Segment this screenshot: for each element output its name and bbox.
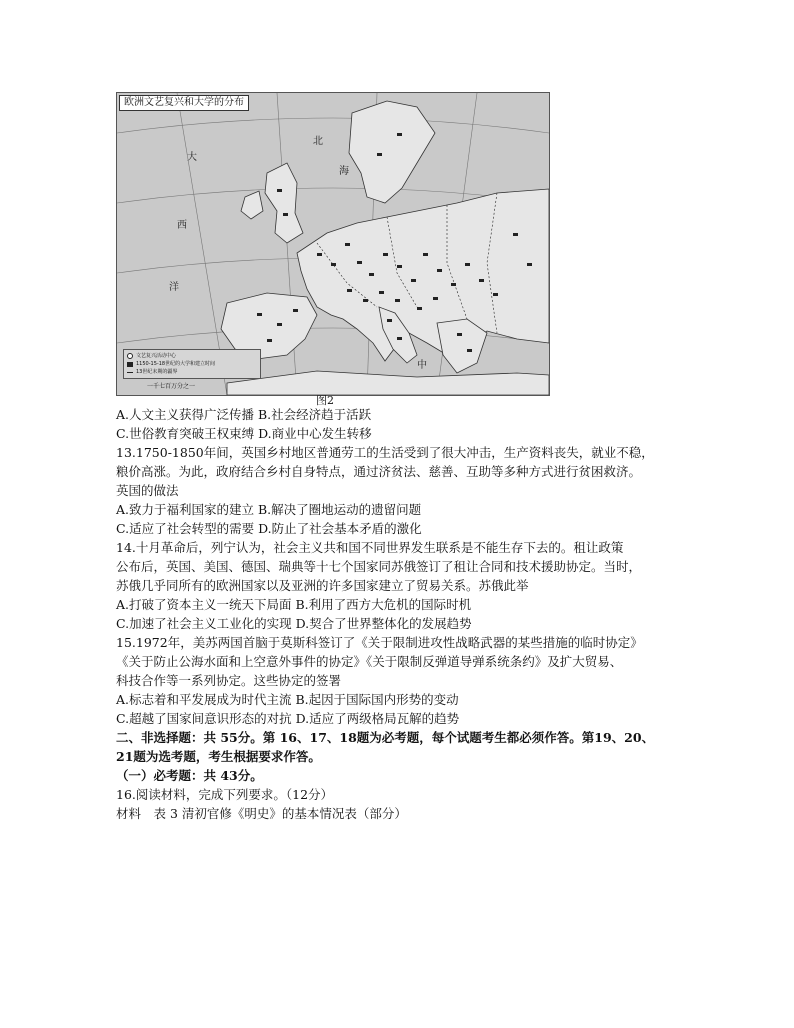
- sea-label: 中: [417, 360, 427, 371]
- legend-label: 1150-15-18世纪的大学和建立时间: [136, 361, 216, 367]
- q14-stem-line-1: 14.十月革命后，列宁认为，社会主义共和国不同世界发生联系是不能生存下去的。租让政策: [116, 540, 624, 555]
- q12-options-cd: C.世俗教育突破王权束缚 D.商业中心发生转移: [116, 426, 372, 441]
- q14-stem-line-3: 苏俄几乎同所有的欧洲国家以及亚洲的许多国家建立了贸易关系。苏俄此举: [116, 578, 529, 593]
- legend-row: [127, 352, 257, 360]
- q15-options-ab: A.标志着和平发展成为时代主流 B.起因于国际国内形势的变动: [116, 692, 459, 707]
- renaissance-center-symbol: [127, 353, 133, 359]
- map-scale: 一千七百万分之一: [147, 383, 196, 390]
- q13-options-cd: C.适应了社会转型的需要 D.防止了社会基本矛盾的激化: [116, 521, 422, 536]
- q14-options-cd: C.加速了社会主义工业化的实现 D.契合了世界整体化的发展趋势: [116, 616, 472, 631]
- q13-stem-line-3: 英国的做法: [116, 483, 179, 498]
- q13-stem-line-1: 13.1750-1850年间，英国乡村地区普通劳工的生活受到了很大冲击，生产资料丧失，就业不稳，: [116, 445, 654, 460]
- university-symbol: [127, 362, 133, 367]
- q15-stem-line-1: 15.1972年，美苏两国首脑于莫斯科签订了《关于限制进攻性战略武器的某些措施的临时协定》: [116, 635, 643, 650]
- q13-options-ab: A.致力于福利国家的建立 B.解决了圈地运动的遗留问题: [116, 502, 422, 517]
- europe-map-figure: [116, 92, 550, 396]
- section-two-heading-line-1: 二、非选择题：共 55分。第 16、17、18题为必考题，每个试题考生都必须作答。第19、20、: [116, 730, 655, 745]
- q14-options-ab: A.打破了资本主义一统天下局面 B.利用了西方大危机的国际时机: [116, 597, 472, 612]
- q14-stem-line-2: 公布后，英国、美国、德国、瑞典等十七个国家同苏俄签订了租让合同和技术援助协定。当时，: [116, 559, 642, 574]
- q12-options-ab: A.人文主义获得广泛传播 B.社会经济趋于活跃: [116, 407, 372, 422]
- legend-row: [127, 368, 257, 376]
- sea-label: 海: [339, 166, 349, 177]
- sea-label: 北: [313, 136, 323, 147]
- legend-label: 文艺复兴活动中心: [136, 353, 177, 359]
- q13-stem-line-2: 粮价高涨。为此，政府结合乡村自身特点，通过济贫法、慈善、互助等多种方式进行贫困救济。: [116, 464, 642, 479]
- section-two-heading-line-2: 21题为选考题，考生根据要求作答。: [116, 749, 321, 764]
- figure-caption: 图2: [316, 394, 334, 407]
- map-title: 欧洲文艺复兴和大学的分布: [119, 95, 249, 111]
- q15-options-cd: C.超越了国家间意识形态的对抗 D.适应了两级格局瓦解的趋势: [116, 711, 460, 726]
- legend-label: 13世纪末期的疆界: [136, 369, 178, 375]
- boundary-symbol: [127, 372, 133, 373]
- q15-stem-line-3: 科技合作等一系列协定。这些协定的签署: [116, 673, 342, 688]
- q16-material-title: 材料 表 3 清初官修《明史》的基本情况表（部分）: [116, 806, 407, 821]
- map-legend: [123, 349, 261, 379]
- legend-row: [127, 360, 257, 368]
- q15-stem-line-2: 《关于防止公海水面和上空意外事件的协定》《关于限制反弹道导弹系统条约》及扩大贸易、: [116, 654, 623, 669]
- sea-label: 西: [177, 220, 187, 231]
- q16-instruction: 16.阅读材料，完成下列要求。（12分）: [116, 787, 334, 802]
- sea-label: 洋: [169, 282, 179, 293]
- sea-label: 大: [187, 152, 197, 163]
- required-questions-heading: （一）必考题：共 43分。: [116, 768, 263, 783]
